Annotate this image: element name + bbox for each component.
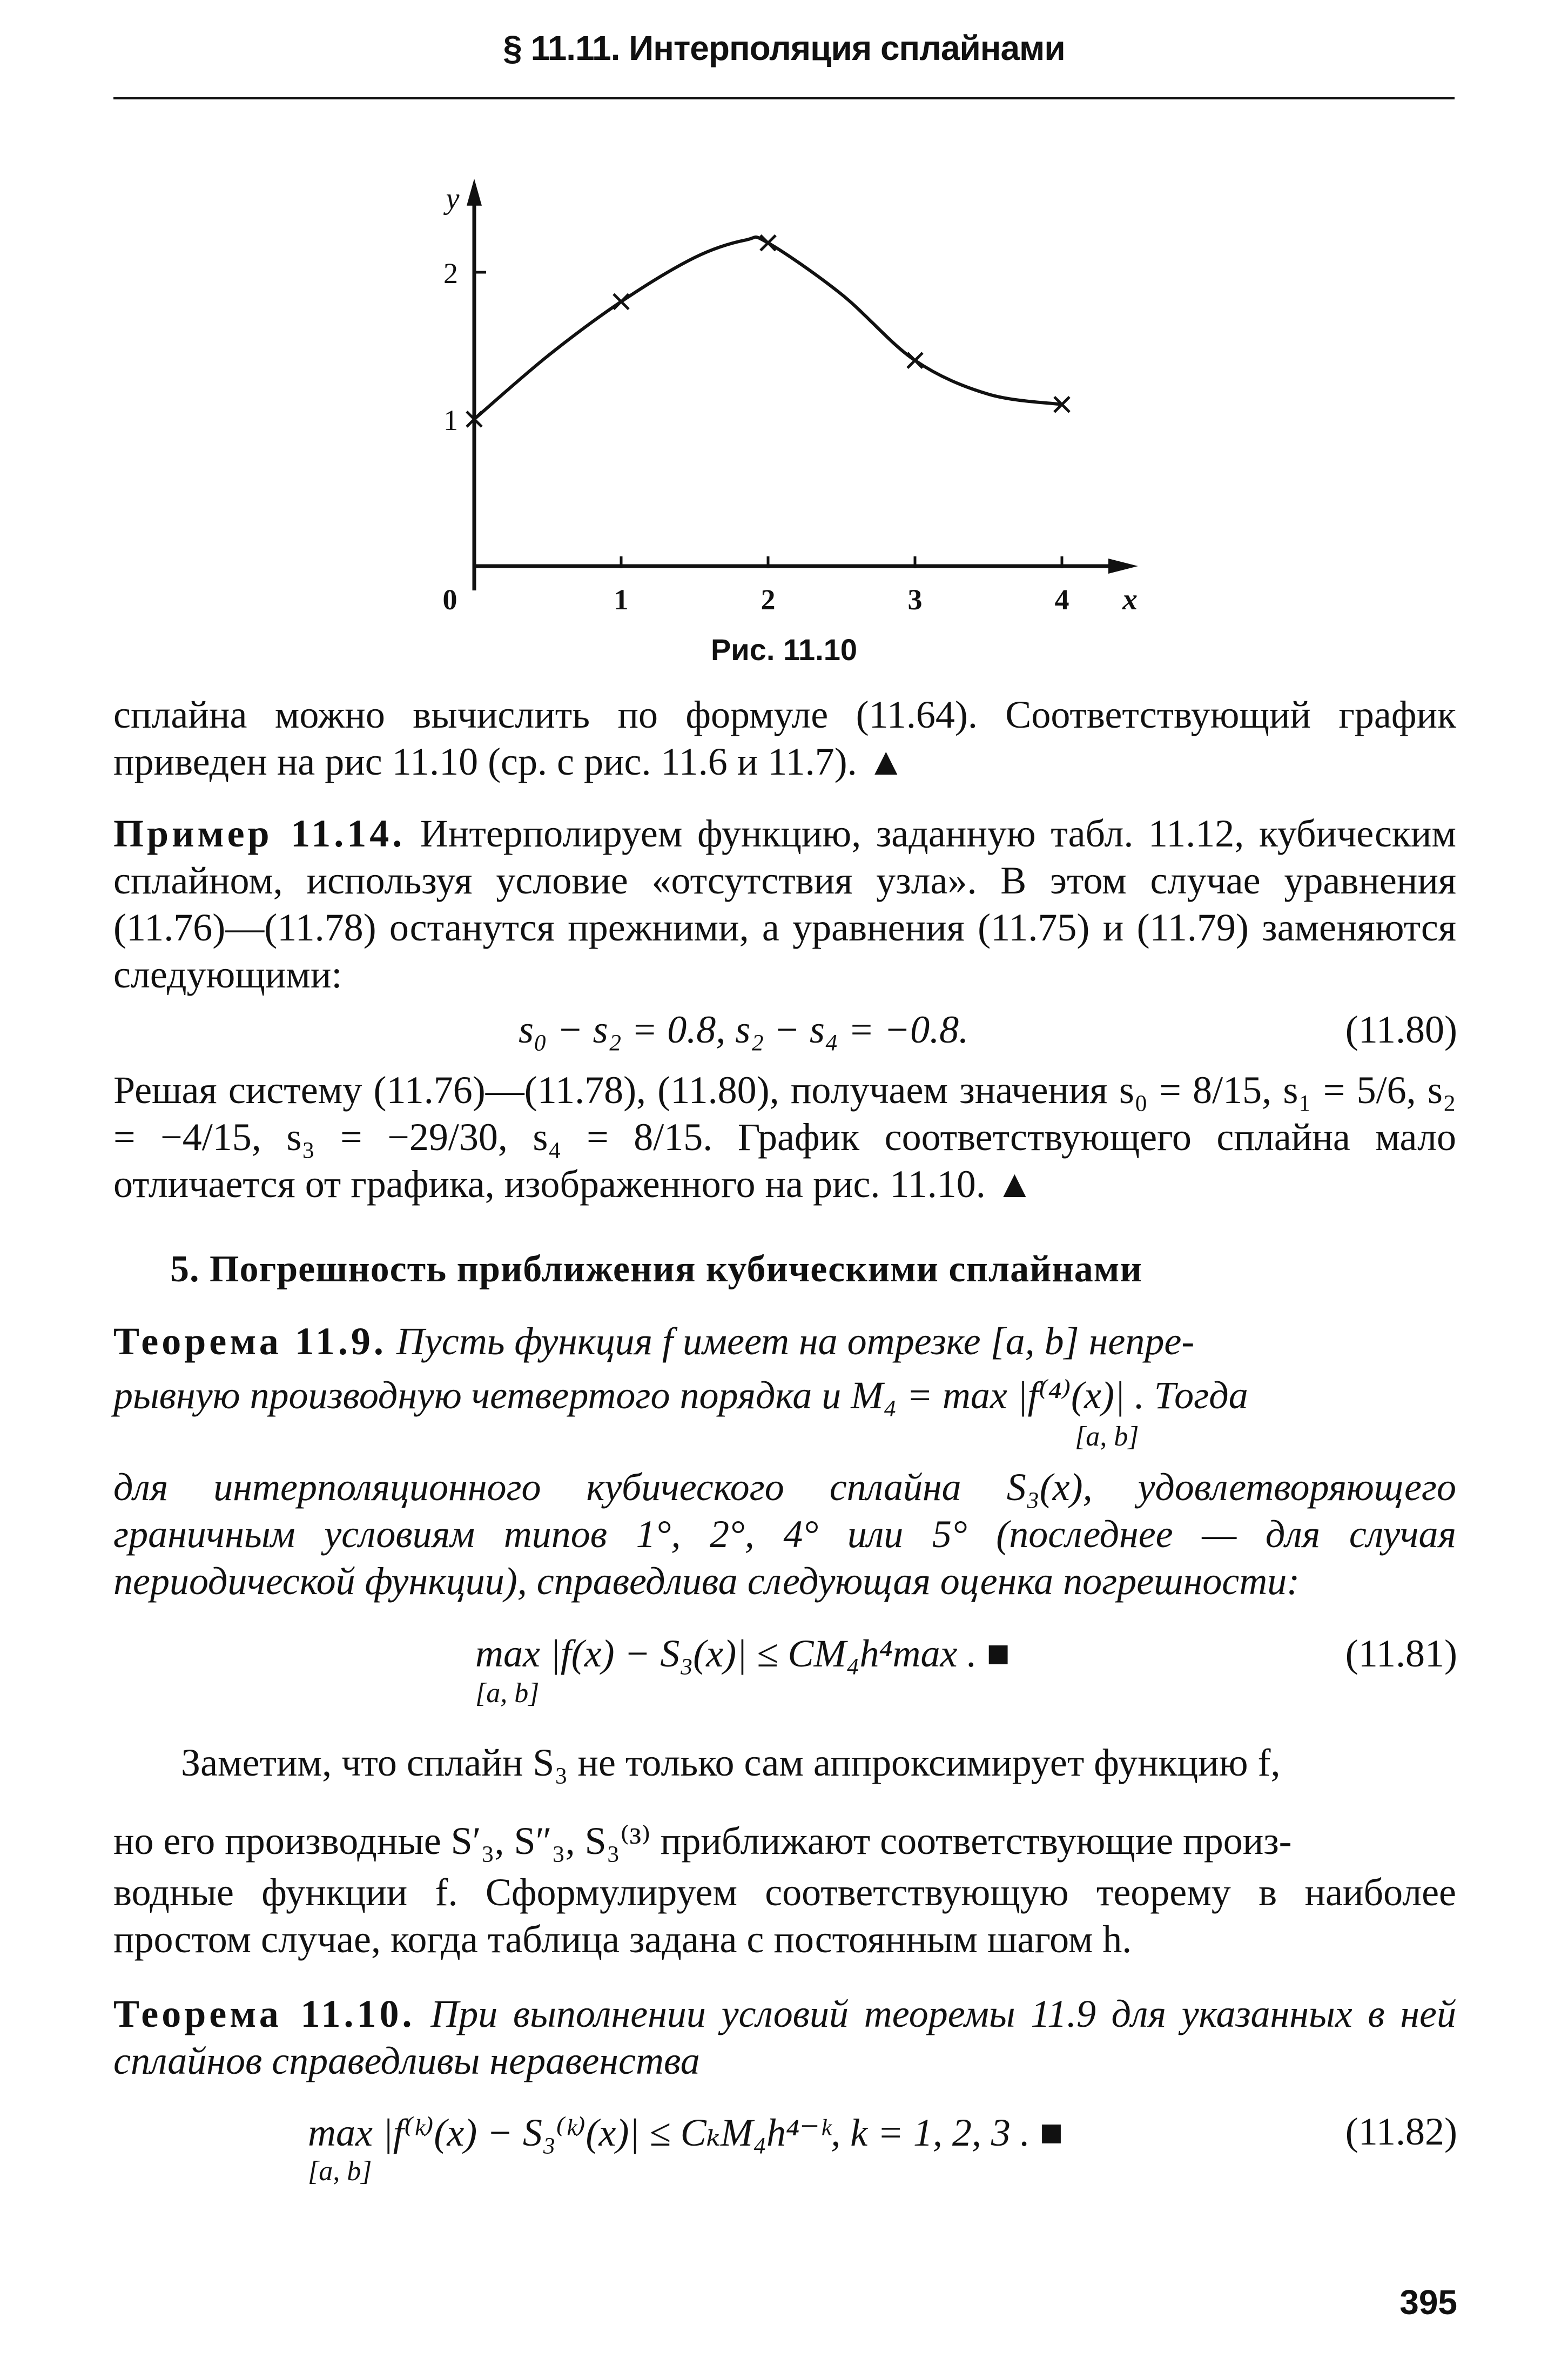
theorem-text: При выполнении условий теоремы 11.9 для указанных в ней сплайнов справедливы неравенства [113,1992,1456,2082]
example-11-14 [113,810,1456,998]
spline-curve-path [474,237,1062,419]
theorem-label: Теорема 11.10. [113,1992,415,2035]
paragraph-note-rest: водные функции f. Сформулируем соответствующую теорему в наиболее простом случае, когда таблица задана с постоянным шагом h. [113,1871,1456,1961]
equation-text: max |f(x) − S₃(x)| ≤ CM₄h⁴max . [475,1632,977,1675]
paragraph-graph-note [113,691,1456,785]
paragraph-text: сплайна можно вычислить по формуле (11.64). Соответствующий график приведен на рис 11.10 (ср. с рис. 11.6 и 11.7). [113,693,1456,783]
spline-curve [474,237,1062,419]
end-of-example-triangle: ▲ [995,1162,1034,1206]
y-tick-label: 1 [443,404,458,436]
page-number: 395 [1399,2283,1457,2322]
paragraph-text: Решая систему (11.76)—(11.78), (11.80), получаем значения s₀ = 8/15, s₁ = 5/6, s₂ = −4/15, s₃ = −29/30, s₄ = 8/15. График соответствующего сплайна мало отличается от графика, изображенного на рис. 11.10. [113,1068,1456,1206]
end-of-theorem-square: ■ [986,1632,1011,1675]
x-tick-label: 4 [1054,583,1069,616]
origin-label: 0 [442,583,457,616]
x-tick-label: 2 [761,583,776,616]
figure-caption: Рис. 11.10 [710,633,858,667]
theorem-text: Пусть функция f имеет на отрезке [a, b] непре- [396,1320,1195,1363]
theorem-max-subscript: [a, b] [1075,1421,1139,1452]
figure-11-10 [0,0,1568,702]
end-of-example-triangle: ▲ [866,740,905,783]
equation-11-81 [475,1631,1010,1676]
paragraph-note-line2: но его производные S′₃, S″₃, S₃⁽³⁾ приближают соответствующие произ- [113,1819,1292,1863]
x-axis-label: x [1122,583,1138,616]
y-axis-arrow [467,179,482,206]
end-of-theorem-square: ■ [1039,2111,1064,2154]
equation-text: max |f⁽ᵏ⁾(x) − S₃⁽ᵏ⁾(x)| ≤ CₖM₄h⁴⁻ᵏ, k = 1, 2, 3 . [308,2111,1030,2154]
spline-node-marker [761,236,776,251]
axis-labels [443,182,1138,616]
theorem-11-9-rest: для интерполяционного кубического сплайна S₃(x), удовлетворяющего граничным условиям типов 1°, 2°, 4° или 5° (последнее — для случая периодической функции), справедлива следующая оценка погрешности: [113,1466,1456,1603]
spline-node-marker [907,353,923,368]
x-tick-label: 1 [614,583,629,616]
equation-11-82-subscript: [a, b] [308,2156,372,2187]
equation-11-82 [308,2109,1063,2155]
theorem-11-9-line1 [113,1318,1456,1365]
theorem-11-10 [113,1991,1456,2085]
y-tick-label: 2 [443,257,458,290]
running-header: § 11.11. Интерполяция сплайнами [503,29,1065,68]
x-tick-label: 3 [907,583,923,616]
example-body: Интерполируем функцию, заданную табл. 11.12, кубическим сплайном, используя условие «отсутствия узла». В этом случае уравнения (11.76)—(11.78) останутся прежними, а уравнения (11.75) и (11.79) заменяются следующими: [113,812,1456,996]
section-heading-5: 5. Погрешность приближения кубическими сплайнами [170,1248,1142,1290]
equation-11-80: s₀ − s₂ = 0.8, s₂ − s₄ = −0.8. [519,1008,969,1051]
paragraph-note-line1: Заметим, что сплайн S₃ не только сам аппроксимирует функцию f, [181,1741,1281,1784]
x-axis-arrow [1108,559,1138,574]
equation-number-11-82: (11.82) [1345,2110,1457,2153]
equation-number-11-80: (11.80) [1345,1008,1457,1051]
figure-axes [467,179,1138,590]
theorem-11-9-line2: рывную производную четвертого порядка и M₄ = max |f⁽⁴⁾(x)| . Тогда [113,1374,1248,1417]
example-label: Пример 11.14. [113,812,406,855]
y-axis-label: y [446,182,460,216]
equation-number-11-81: (11.81) [1345,1632,1457,1675]
paragraph-solution [113,1067,1456,1208]
equation-11-81-subscript: [a, b] [475,1678,540,1709]
spline-nodes [467,236,1069,427]
theorem-label: Теорема 11.9. [113,1320,387,1363]
spline-node-marker [614,294,629,309]
